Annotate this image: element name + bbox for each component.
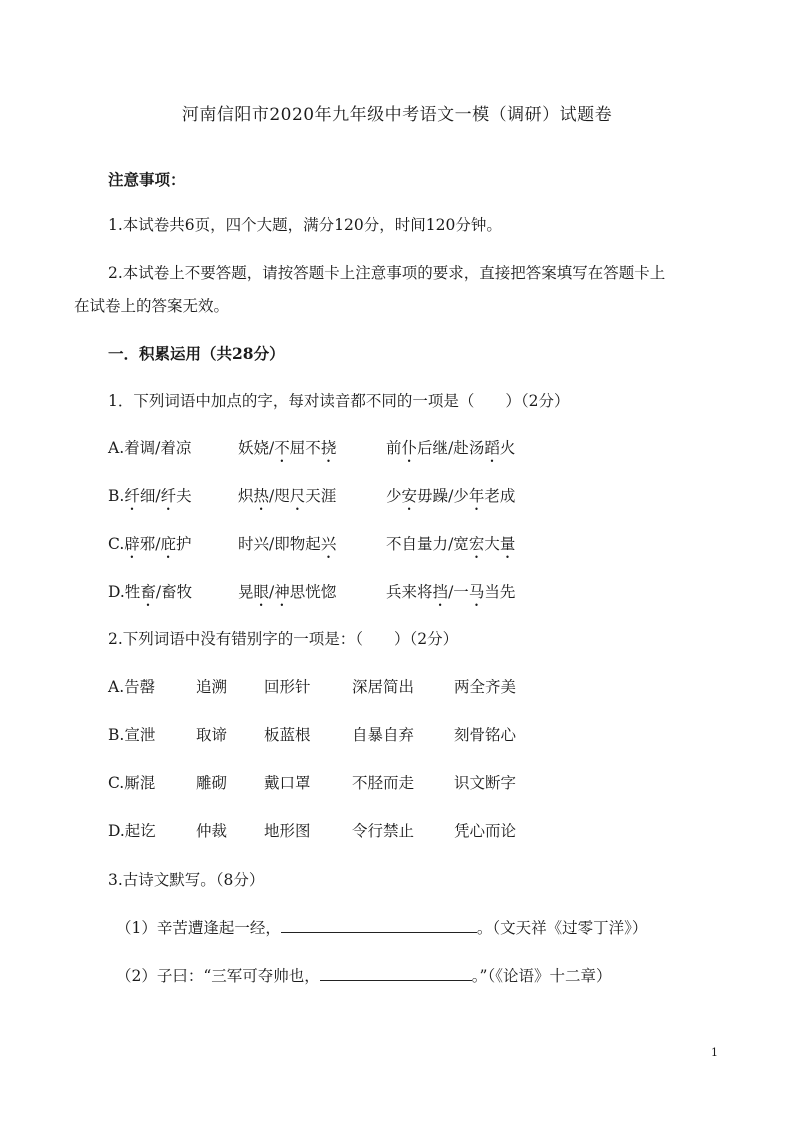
question-2-option-cell: 令行禁止 [352, 822, 415, 840]
question-2-stem: 2.下列词语中没有错别字的一项是：（ ）（2分） [108, 630, 459, 648]
question-3-item-2 [116, 964, 611, 986]
question-1-option-cell: 妖娆/不屈不挠 [238, 439, 337, 457]
question-2-option-cell: 自暴自弃 [352, 726, 415, 744]
question-1-option-cell: 兵来将挡/一马当先 [386, 583, 516, 601]
answer-blank-2[interactable] [320, 966, 472, 981]
question-1-option-cell: 时兴/即物起兴 [238, 535, 337, 553]
question-2-option-cell: 回形针 [264, 678, 311, 696]
page-number: 1 [711, 1046, 718, 1059]
question-3-item-1-prefix: （1）辛苦遭逢起一经， [116, 919, 281, 937]
question-1-option-cell: D.牲畜/畜牧 [108, 583, 193, 601]
question-2-option-cell: 戴口罩 [264, 774, 311, 792]
question-1-option-cell: 少安毋躁/少年老成 [386, 487, 516, 505]
question-1-stem: 1．下列词语中加点的字，每对读音都不同的一项是（ ）（2分） [108, 392, 570, 410]
question-2-option-cell: 深居简出 [352, 678, 415, 696]
question-1-option-cell: 不自量力/宽宏大量 [386, 535, 516, 553]
question-2-option-cell: 板蓝根 [264, 726, 311, 744]
question-1-option-cell: 前仆后继/赴汤蹈火 [386, 439, 516, 457]
question-1-option-cell: A.着调/着凉 [108, 439, 192, 457]
question-2-option-cell: 追溯 [196, 678, 228, 696]
notice-heading: 注意事项： [108, 170, 186, 189]
question-2-option-cell: 雕砌 [196, 774, 228, 792]
question-3-stem: 3.古诗文默写。（8分） [108, 871, 265, 889]
notice-item-1: 1.本试卷共6页，四个大题，满分120分，时间120分钟。 [108, 216, 502, 234]
question-1-option-cell: B.纤细/纤夫 [108, 487, 192, 505]
question-2-option-cell: 地形图 [264, 822, 311, 840]
question-2-option-cell: 仲裁 [196, 822, 228, 840]
question-2-option-cell: 凭心而论 [454, 822, 517, 840]
notice-item-2-line-1: 2.本试卷上不要答题，请按答题卡上注意事项的要求，直接把答案填写在答题卡上 [108, 264, 666, 282]
question-2-option-cell: 识文断字 [454, 774, 517, 792]
question-1-option-cell: 晃眼/神思恍惚 [238, 583, 337, 601]
notice-item-2-line-2: 在试卷上的答案无效。 [74, 297, 230, 315]
question-3-item-1 [116, 916, 647, 938]
question-2-option-cell: A.告罄 [108, 678, 156, 696]
question-2-option-cell: 两全齐美 [454, 678, 517, 696]
question-3-item-1-suffix: 。（文天祥《过零丁洋》） [476, 919, 648, 937]
question-2-option-cell: 刻骨铭心 [454, 726, 517, 744]
answer-blank-1[interactable] [281, 918, 477, 933]
question-2-option-cell: 取谛 [196, 726, 228, 744]
question-1-option-cell: 炽热/咫尺天涯 [238, 487, 337, 505]
question-2-option-cell: D.起讫 [108, 822, 156, 840]
section-1-heading: 一．积累运用（共28分） [108, 344, 285, 363]
question-3-item-2-suffix: 。”（《论语》十二章） [471, 967, 612, 985]
question-3-item-2-prefix: （2）子曰：“三军可夺帅也， [116, 967, 320, 985]
question-2-option-cell: 不胫而走 [352, 774, 415, 792]
question-1-option-cell: C.辟邪/庇护 [108, 535, 192, 553]
question-2-option-cell: C.厮混 [108, 774, 156, 792]
question-2-option-cell: B.宣泄 [108, 726, 156, 744]
page-title: 河南信阳市2020年九年级中考语文一模（调研）试题卷 [181, 105, 613, 125]
